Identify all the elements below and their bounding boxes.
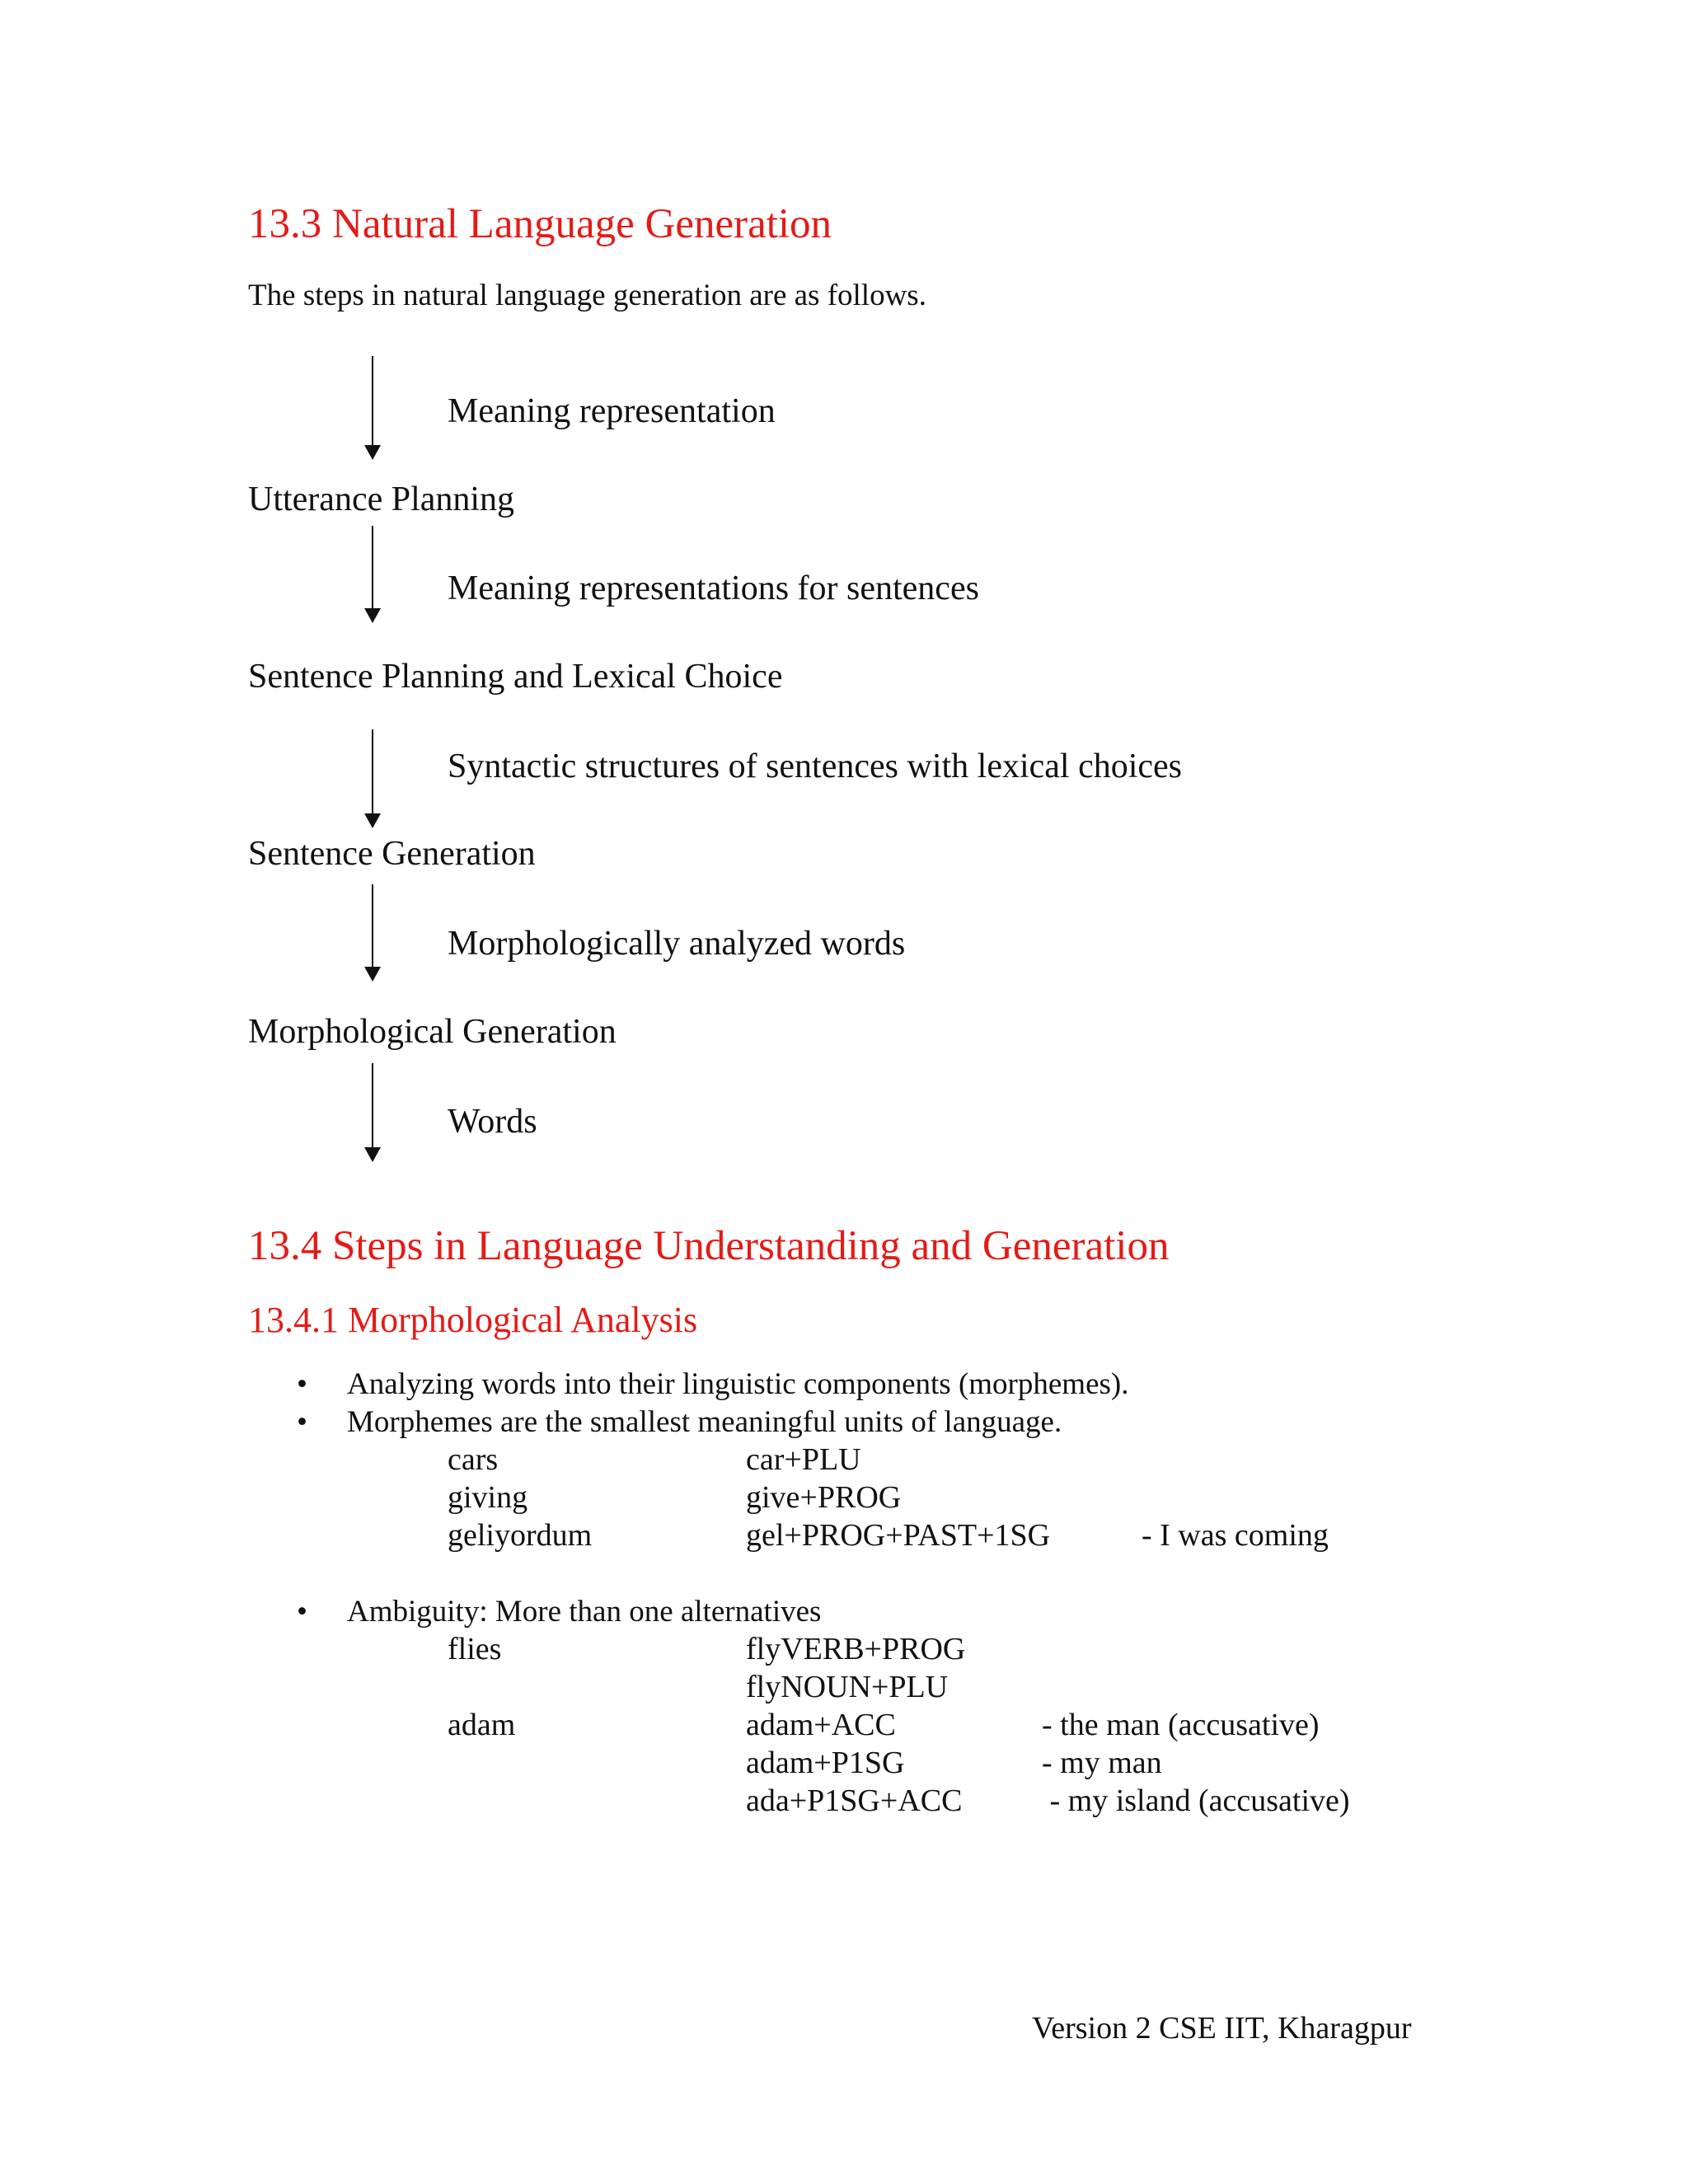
example-analysis: flyNOUN+PLU bbox=[746, 1670, 949, 1704]
bullet-text: Morphemes are the smallest meaningful units of language. bbox=[347, 1405, 1062, 1439]
flow-label: Syntactic structures of sentences with lexical choices bbox=[448, 748, 1183, 785]
example-analysis: car+PLU bbox=[746, 1442, 861, 1477]
flow-label: Words bbox=[448, 1103, 537, 1141]
bullet-text: Analyzing words into their linguistic components (morphemes). bbox=[347, 1367, 1129, 1401]
bullet-text: Ambiguity: More than one alternatives bbox=[347, 1595, 822, 1629]
example-word: cars bbox=[448, 1442, 499, 1477]
example-word: flies bbox=[448, 1632, 502, 1666]
flow-stage: Sentence Planning and Lexical Choice bbox=[248, 658, 783, 696]
bullet-glyph: • bbox=[297, 1405, 307, 1439]
example-word: geliyordum bbox=[448, 1518, 593, 1553]
flow-stage: Utterance Planning bbox=[248, 480, 515, 518]
subsection-heading-13-4-1: 13.4.1 Morphological Analysis bbox=[248, 1300, 698, 1340]
bullet-glyph: • bbox=[297, 1367, 307, 1401]
example-analysis: ada+P1SG+ACC bbox=[746, 1783, 963, 1818]
flow-arrow bbox=[363, 884, 382, 987]
flow-arrow bbox=[363, 1063, 382, 1166]
example-word: adam bbox=[448, 1708, 516, 1742]
flow-arrow bbox=[363, 729, 382, 832]
example-gloss: - the man (accusative) bbox=[1042, 1708, 1320, 1742]
flow-label: Meaning representation bbox=[448, 392, 776, 430]
flow-arrow bbox=[363, 356, 382, 459]
page-footer: Version 2 CSE IIT, Kharagpur bbox=[1032, 2011, 1412, 2046]
section-heading-13-4: 13.4 Steps in Language Understanding and Generation bbox=[248, 1223, 1170, 1269]
flow-stage: Sentence Generation bbox=[248, 835, 536, 873]
example-word: giving bbox=[448, 1480, 528, 1515]
example-analysis: adam+P1SG bbox=[746, 1746, 905, 1780]
example-gloss: - my man bbox=[1042, 1746, 1162, 1780]
flow-stage: Morphological Generation bbox=[248, 1013, 617, 1051]
example-analysis: gel+PROG+PAST+1SG bbox=[746, 1518, 1051, 1553]
section-heading-13-3: 13.3 Natural Language Generation bbox=[248, 201, 832, 247]
example-analysis: give+PROG bbox=[746, 1480, 902, 1515]
flow-label: Meaning representations for sentences bbox=[448, 569, 979, 607]
bullet-glyph: • bbox=[297, 1595, 307, 1629]
flow-label: Morphologically analyzed words bbox=[448, 925, 906, 963]
example-analysis: adam+ACC bbox=[746, 1708, 896, 1742]
intro-text: The steps in natural language generation are as follows. bbox=[248, 279, 926, 312]
example-gloss: - I was coming bbox=[1142, 1518, 1329, 1553]
example-gloss: - my island (accusative) bbox=[1042, 1783, 1350, 1818]
example-analysis: flyVERB+PROG bbox=[746, 1632, 966, 1666]
flow-arrow bbox=[363, 526, 382, 629]
